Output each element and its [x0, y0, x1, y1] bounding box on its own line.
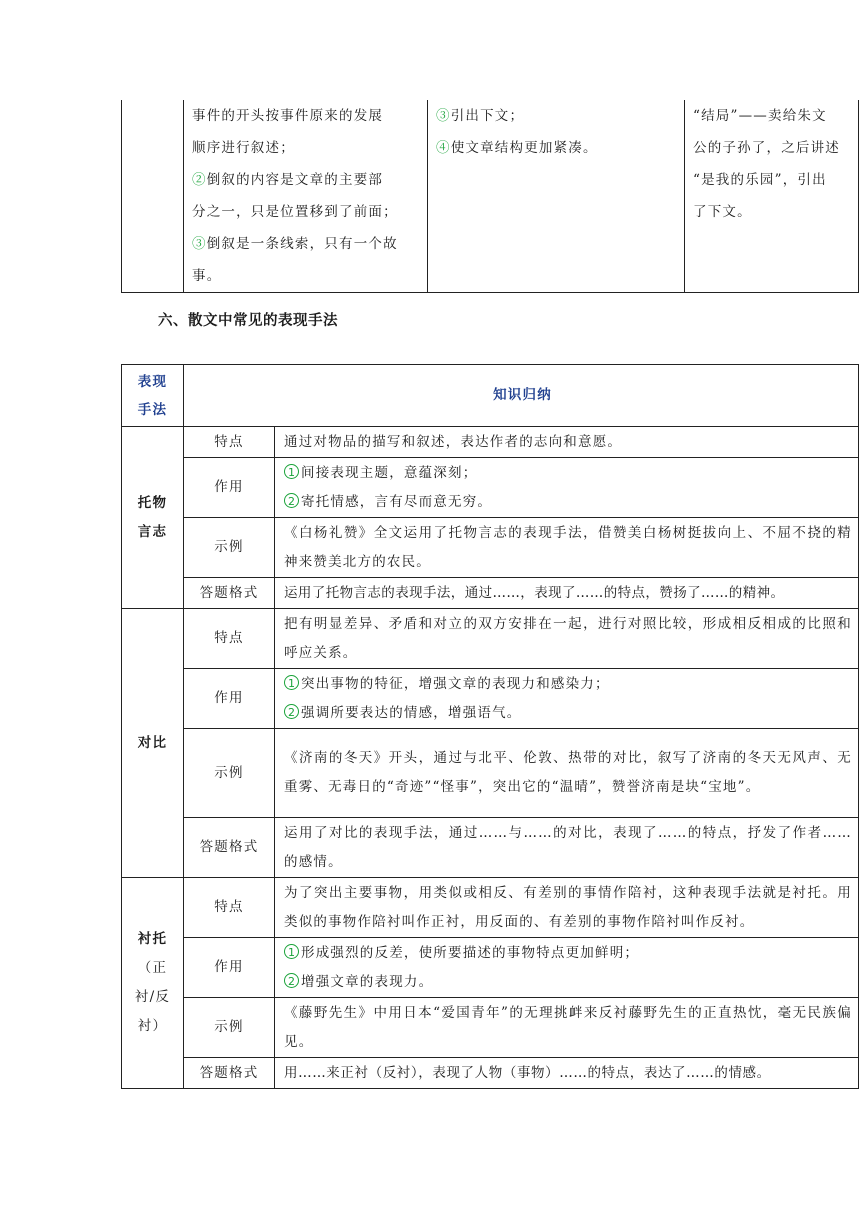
list-item-text: 寄托情感，言有尽而意无穷。	[301, 493, 493, 510]
technique-name-line: 托物	[137, 494, 168, 511]
text-line	[436, 100, 678, 132]
table-row	[122, 1058, 859, 1089]
flashback-example-cell	[685, 100, 859, 293]
flashback-function-cell	[428, 100, 685, 293]
list-item	[284, 670, 852, 699]
row-list	[275, 938, 859, 998]
section-title: 六、散文中常见的表现手法	[158, 313, 338, 329]
table-header-row	[122, 365, 859, 427]
expression-techniques-table	[121, 364, 859, 1089]
row-label: 特点	[184, 427, 275, 458]
table-row	[122, 998, 859, 1058]
table-row	[122, 458, 859, 518]
technique-subtitle-line: 衬/反	[134, 989, 171, 1005]
row-text: 用……来正衬（反衬），表现了人物（事物）……的特点，表达了……的情感。	[275, 1058, 859, 1089]
row-label: 示例	[184, 518, 275, 578]
header-technique	[122, 365, 184, 427]
text-span: 使文章结构更加紧凑。	[450, 140, 598, 156]
text-line: 公的子孙了，之后讲述	[693, 140, 840, 156]
list-item-text: 增强文章的表现力。	[301, 973, 434, 990]
header-knowledge: 知识归纳	[184, 365, 859, 427]
row-text: 把有明显差异、矛盾和对立的双方安排在一起，进行对照比较，形成相反相成的比照和呼应关系。	[275, 609, 859, 669]
text-span: 倒叙是一条线索，只有一个故	[206, 236, 398, 252]
row-text: 《藤野先生》中用日本“爱国青年”的无理挑衅来反衬藤野先生的正直热忱，毫无民族偏见。	[275, 998, 859, 1058]
row-label: 答题格式	[184, 1058, 275, 1089]
text-line: 了下文。	[693, 204, 752, 220]
row-label: 示例	[184, 729, 275, 818]
list-item	[284, 488, 852, 517]
table-row	[122, 938, 859, 998]
technique-name	[122, 609, 184, 878]
row-label: 作用	[184, 669, 275, 729]
narrative-table-continuation	[121, 100, 859, 293]
row-label: 作用	[184, 938, 275, 998]
list-item	[284, 459, 852, 488]
technique-name	[122, 878, 184, 1089]
row-text: 运用了对比的表现手法，通过……与……的对比，表现了……的特点，抒发了作者……的感情。	[275, 818, 859, 878]
table-row	[122, 578, 859, 609]
empty-cell	[122, 100, 184, 293]
text-line: 分之一，只是位置移到了前面；	[192, 204, 398, 220]
row-text: 《济南的冬天》开头，通过与北平、伦敦、热带的对比，叙写了济南的冬天无风声、无重雾、无毒日的“奇迹”“怪事”，突出它的“温晴”，赞誉济南是块“宝地”。	[275, 729, 859, 818]
row-label: 答题格式	[184, 818, 275, 878]
row-label: 特点	[184, 609, 275, 669]
text-span: 引出下文；	[450, 108, 525, 124]
circled-number: 1	[284, 944, 299, 959]
list-item	[284, 699, 852, 728]
header-technique-line: 表现	[137, 373, 168, 390]
list-item	[284, 968, 852, 997]
technique-name	[122, 427, 184, 609]
table-row	[122, 878, 859, 938]
row-list	[275, 669, 859, 729]
flashback-features-cell	[184, 100, 428, 293]
table-row	[122, 609, 859, 669]
circled-number: 1	[284, 464, 299, 479]
list-item-text: 强调所要表达的情感，增强语气。	[301, 704, 522, 721]
row-text: 通过对物品的描写和叙述，表达作者的志向和意愿。	[275, 427, 859, 458]
row-text: 《白杨礼赞》全文运用了托物言志的表现手法，借赞美白杨树挺拔向上、不屈不挠的精神来赞美北方的农民。	[275, 518, 859, 578]
text-line: 顺序进行叙述；	[192, 140, 295, 156]
list-item-text: 形成强烈的反差，使所要描述的事物特点更加鲜明；	[301, 944, 640, 961]
text-line: “是我的乐园”，引出	[693, 172, 827, 188]
circled-number: 1	[284, 675, 299, 690]
item-number: ②	[192, 172, 207, 188]
list-item	[284, 939, 852, 968]
item-number: ③	[192, 236, 207, 252]
row-label: 示例	[184, 998, 275, 1058]
circled-number: 2	[284, 704, 299, 719]
header-technique-line: 手法	[137, 401, 168, 418]
technique-name-line: 对比	[137, 734, 168, 751]
technique-name-line: 言志	[137, 523, 168, 540]
row-label: 作用	[184, 458, 275, 518]
item-number: ④	[436, 140, 451, 156]
row-text: 运用了托物言志的表现手法，通过……，表现了……的特点，赞扬了……的精神。	[275, 578, 859, 609]
table-row	[122, 818, 859, 878]
list-item-text: 间接表现主题，意蕴深刻；	[301, 464, 478, 481]
text-line	[436, 132, 678, 164]
text-line: 事件的开头按事件原来的发展	[192, 108, 384, 124]
item-number: ③	[436, 108, 451, 124]
circled-number: 2	[284, 493, 299, 508]
technique-subtitle-line: 衬）	[137, 1018, 168, 1034]
circled-number: 2	[284, 973, 299, 988]
row-label: 特点	[184, 878, 275, 938]
text-line: 事。	[192, 268, 222, 284]
technique-name-line: 衬托	[137, 931, 168, 947]
text-line: “结局”——卖给朱文	[693, 108, 827, 124]
row-label: 答题格式	[184, 578, 275, 609]
table-row	[122, 669, 859, 729]
text-line	[192, 228, 421, 260]
row-list	[275, 458, 859, 518]
text-span: 倒叙的内容是文章的主要部	[206, 172, 384, 188]
technique-subtitle-line: （正	[137, 960, 168, 976]
table-row	[122, 729, 859, 818]
table-row	[122, 518, 859, 578]
table-row	[122, 427, 859, 458]
text-line	[192, 164, 421, 196]
row-text: 为了突出主要事物，用类似或相反、有差别的事情作陪衬，这种表现手法就是衬托。用类似的事物作陪衬叫作正衬，用反面的、有差别的事物作陪衬叫作反衬。	[275, 878, 859, 938]
list-item-text: 突出事物的特征，增强文章的表现力和感染力；	[301, 675, 610, 692]
